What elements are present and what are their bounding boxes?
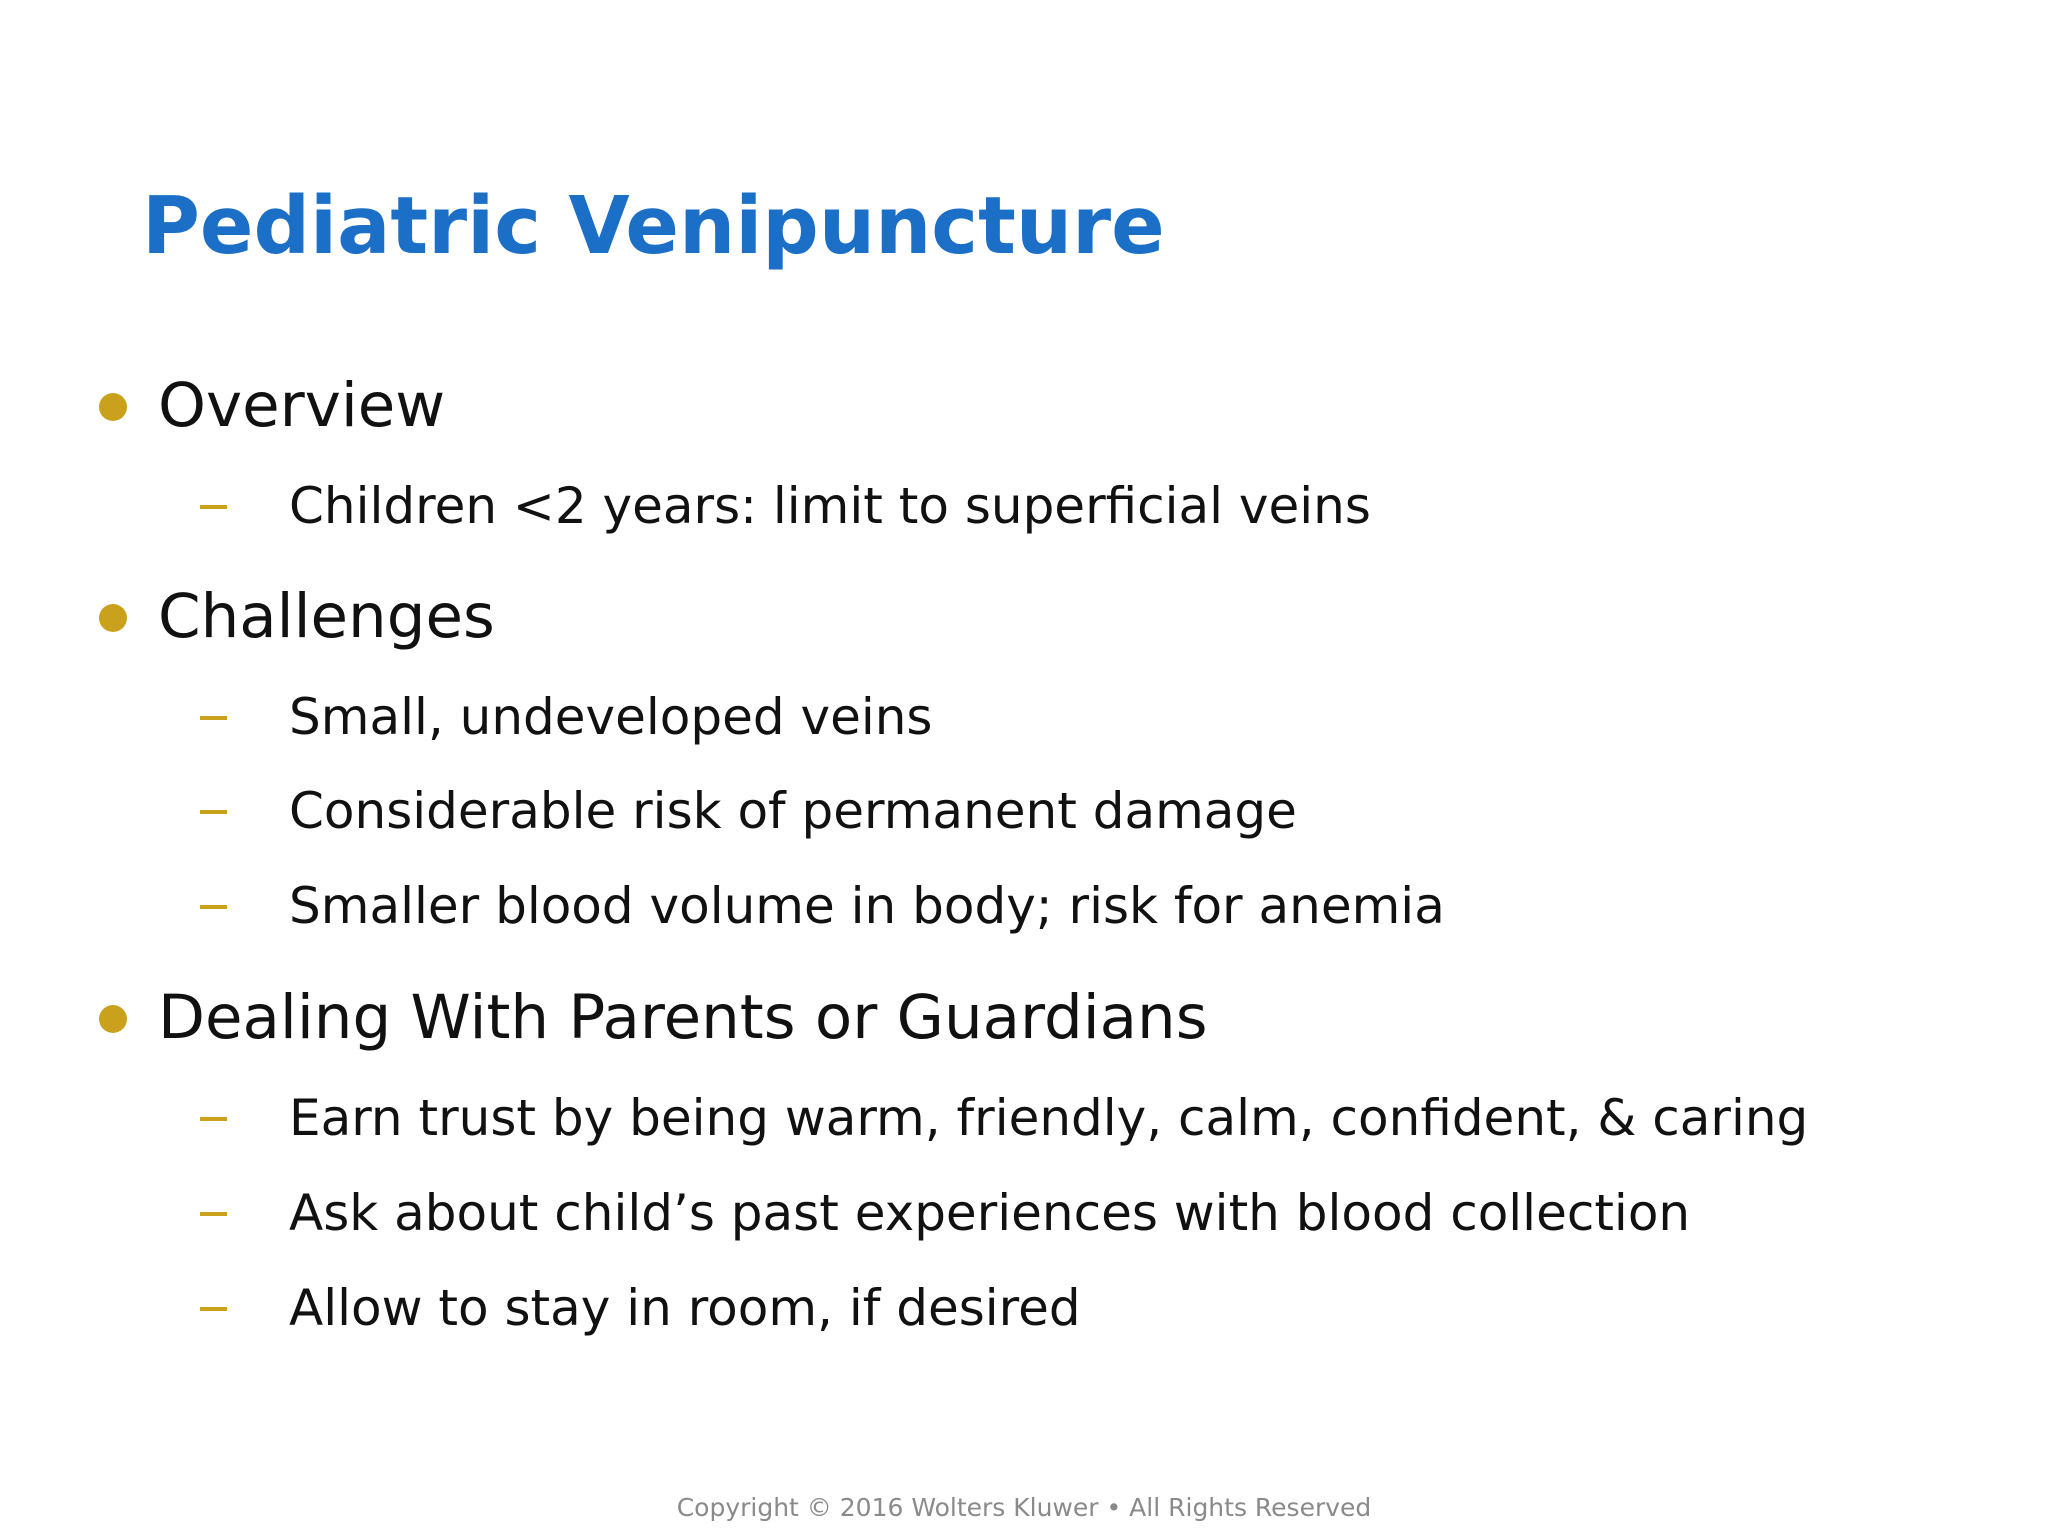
bullet-heading: Challenges (158, 581, 495, 652)
bullet-subitem: Considerable risk of permanent damage (289, 782, 1297, 840)
bullet-dot-icon (99, 393, 127, 421)
bullet-heading: Dealing With Parents or Guardians (158, 982, 1208, 1053)
bullet-subitem: Earn trust by being warm, friendly, calm, confident, & caring (289, 1089, 1809, 1147)
bullet-subitem: Allow to stay in room, if desired (289, 1279, 1081, 1337)
bullet-subitem: Ask about child’s past experiences with blood collection (289, 1184, 1691, 1242)
bullet-subitem: Children <2 years: limit to superficial veins (289, 477, 1371, 535)
slide-title: Pediatric Venipuncture (142, 180, 1165, 272)
bullet-heading: Overview (158, 370, 446, 441)
bullet-dot-icon (99, 604, 127, 632)
dash-bullet-icon (200, 1307, 227, 1311)
dash-bullet-icon (200, 905, 227, 909)
dash-bullet-icon (200, 1117, 227, 1121)
dash-bullet-icon (200, 1212, 227, 1216)
dash-bullet-icon (200, 810, 227, 814)
copyright-text: Copyright © 2016 Wolters Kluwer • All Rights Reserved (676, 1493, 1372, 1522)
dash-bullet-icon (200, 505, 227, 509)
bullet-subitem: Smaller blood volume in body; risk for anemia (289, 877, 1445, 935)
bullet-dot-icon (99, 1005, 127, 1033)
dash-bullet-icon (200, 716, 227, 720)
copyright-footer (0, 1492, 2048, 1524)
bullet-subitem: Small, undeveloped veins (289, 688, 933, 746)
